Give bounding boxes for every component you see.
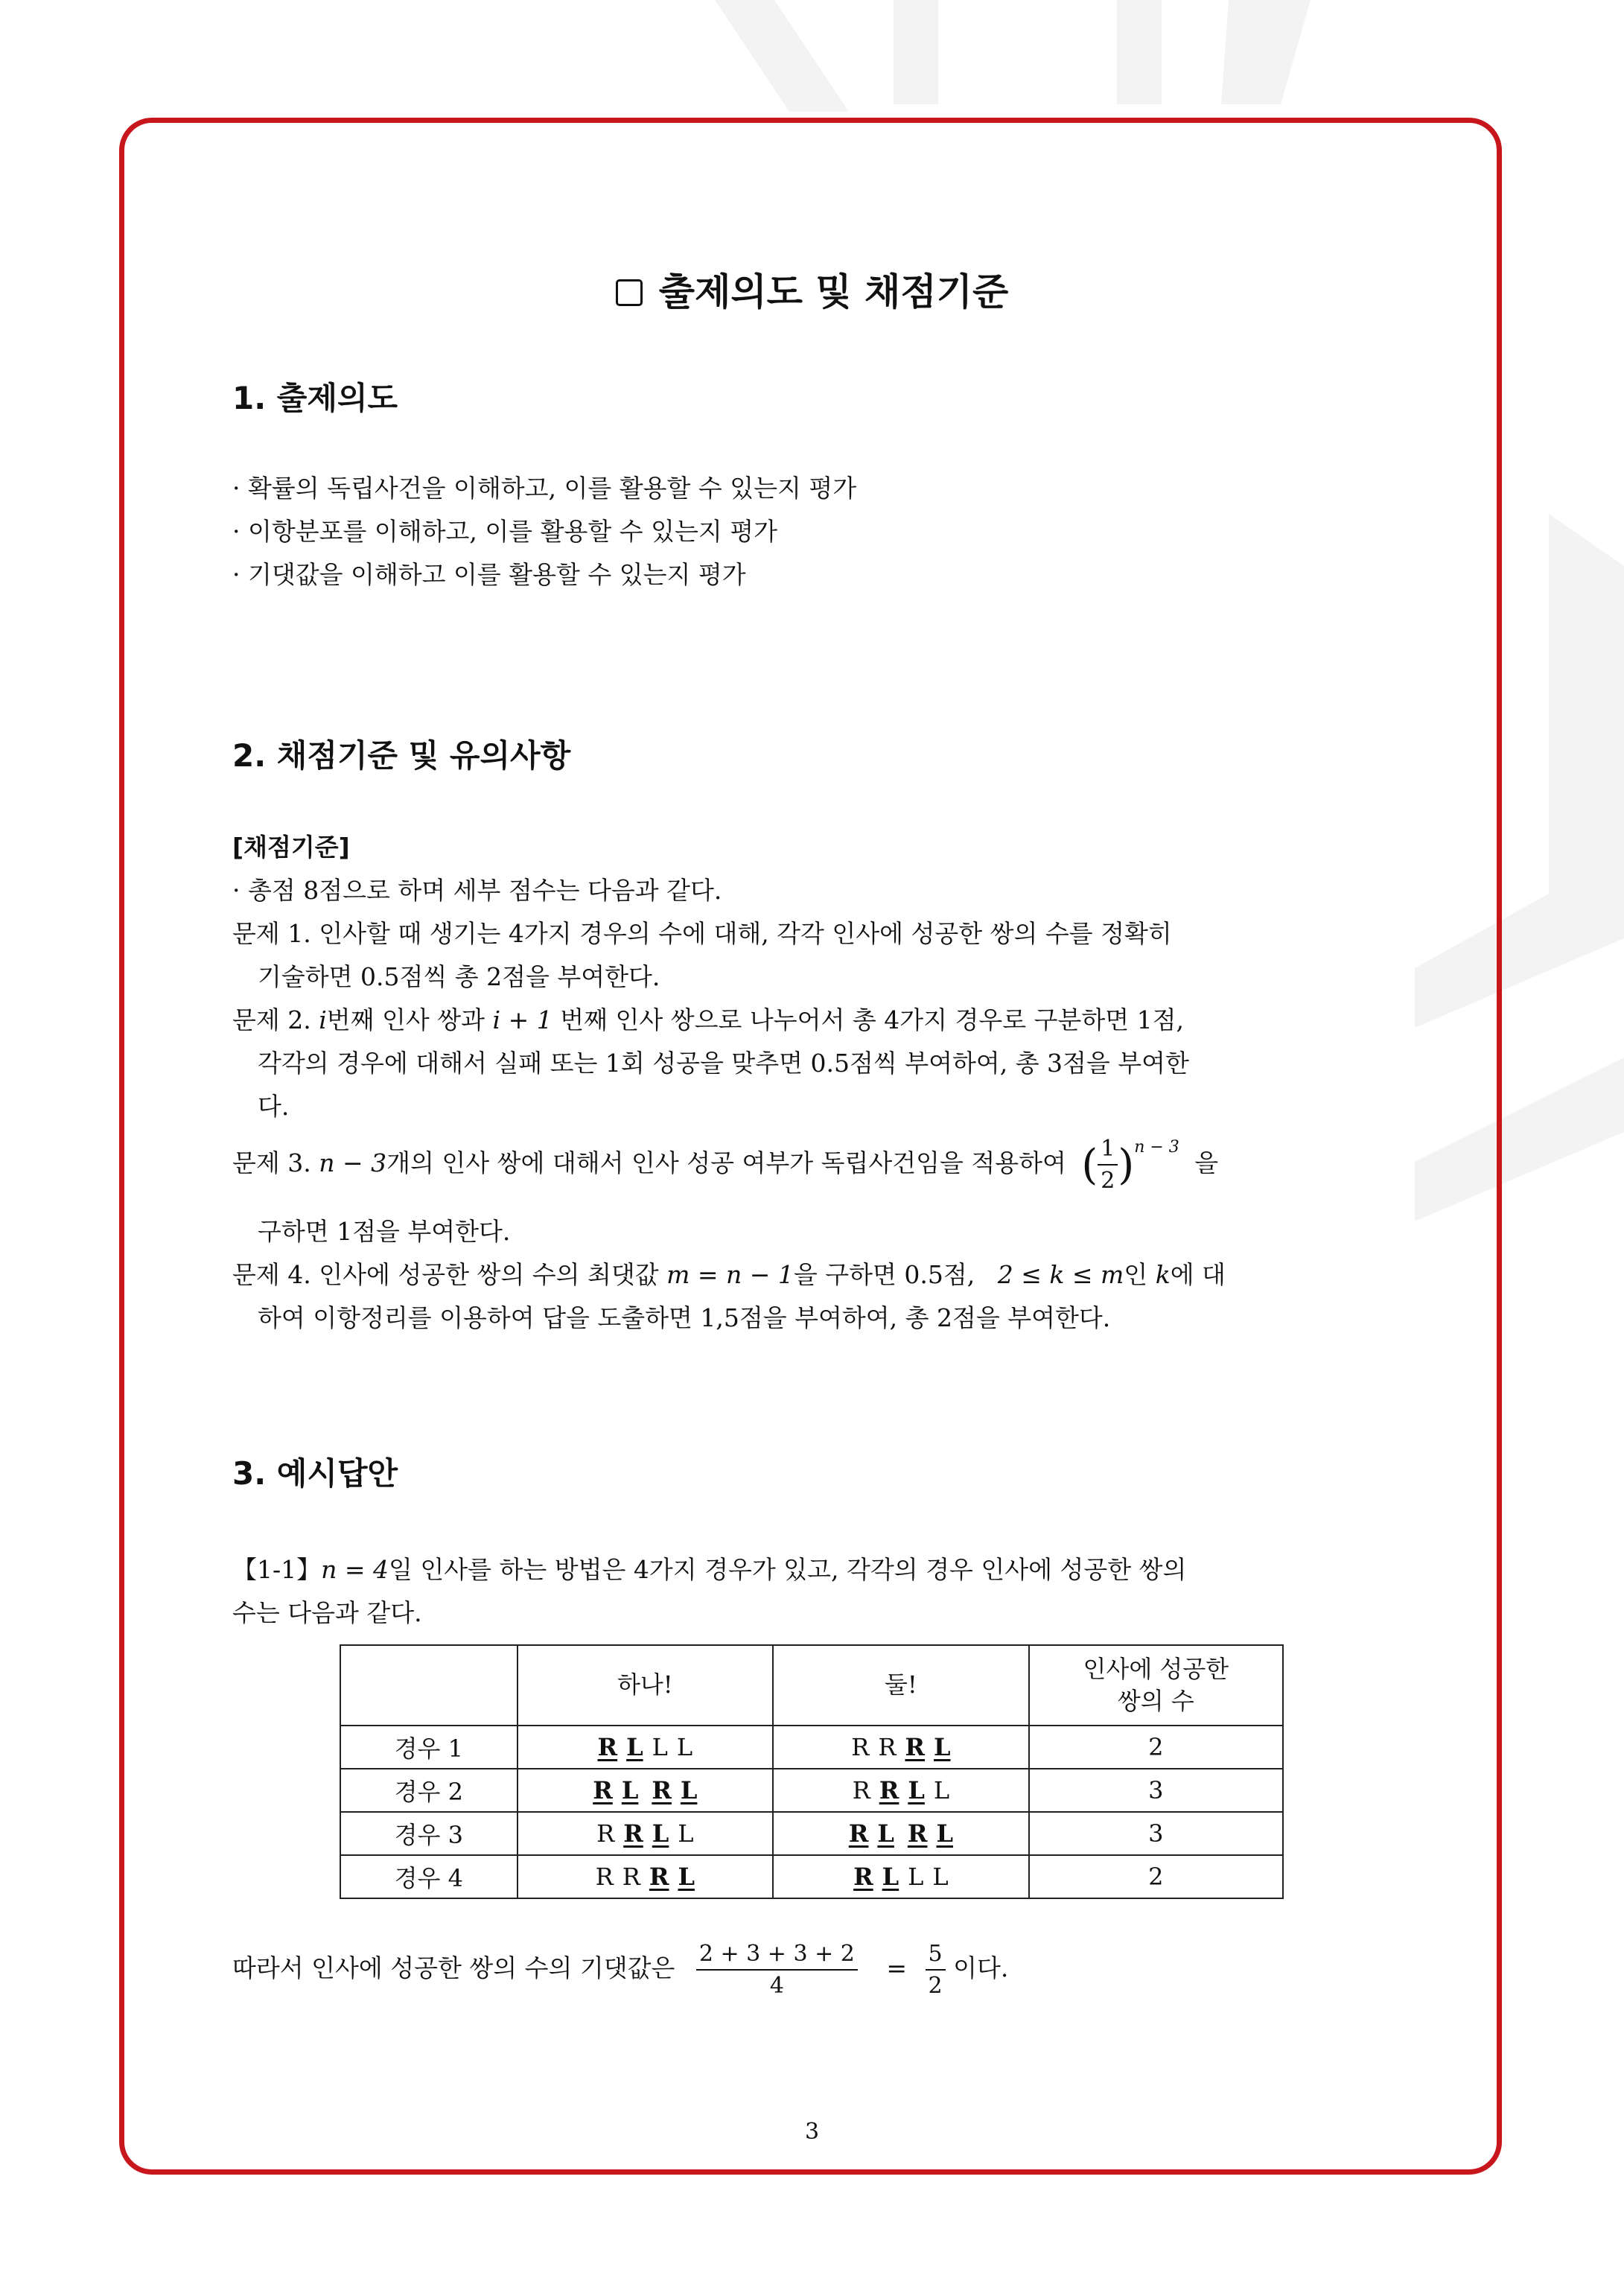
case-two-hands: R R R L: [773, 1726, 1029, 1769]
case-one-hands: R L R L: [518, 1769, 774, 1812]
sum-fraction: $\frac{2 + 3 + 3 + 2}{4}$: [696, 1942, 858, 1998]
section1-bullet: · 기댓값을 이해하고 이를 활용할 수 있는지 평가: [232, 560, 746, 589]
case-label: 경우 3: [340, 1812, 518, 1855]
section1-heading: 1. 출제의도: [232, 380, 398, 416]
case-label: 경우 1: [340, 1726, 518, 1769]
table-header-row: [340, 1645, 1283, 1726]
case-label: 경우 2: [340, 1769, 518, 1812]
table-row: [340, 1855, 1283, 1898]
case-count: 2: [1029, 1855, 1283, 1898]
problem4-line2: 하여 이항정리를 이용하여 답을 도출하면 1,5점을 부여하여, 총 2점을 부여한다.: [258, 1303, 1111, 1332]
expected-value-line: 따라서 인사에 성공한 쌍의 수의 기댓값은 $\frac{2 + 3 + 3 + 2}{4}$ = $\frac{5}{2}$ 이다.: [232, 1941, 1009, 1999]
case-count: 3: [1029, 1769, 1283, 1812]
example-intro-line1: 【1-1】n = 4일 인사를 하는 방법은 4가지 경우가 있고, 각각의 경우 인사에 성공한 쌍의: [232, 1555, 1187, 1584]
case-two-hands: R R L L: [773, 1769, 1029, 1812]
section2-heading: 2. 채점기준 및 유의사항: [232, 737, 571, 774]
problem3-line2: 구하면 1점을 부여한다.: [258, 1217, 511, 1246]
problem4-line1: 문제 4. 인사에 성공한 쌍의 수의 최댓값 m = n − 1을 구하면 0.5점, 2 ≤ k ≤ m인 k에 대: [232, 1260, 1226, 1289]
section3-heading: 3. 예시답안: [232, 1455, 398, 1492]
table-row: [340, 1812, 1283, 1855]
case-label: 경우 4: [340, 1855, 518, 1898]
table-row: [340, 1726, 1283, 1769]
result-fraction: $\frac{5}{2}$: [926, 1942, 946, 1998]
table-header-one: 하나!: [518, 1645, 774, 1726]
checkbox-icon: [616, 279, 643, 306]
table-row: [340, 1769, 1283, 1812]
section1-bullet: · 이항분포를 이해하고, 이를 활용할 수 있는지 평가: [232, 517, 777, 546]
case-one-hands: R R R L: [518, 1855, 774, 1898]
problem2-line2: 각각의 경우에 대해서 실패 또는 1회 성공을 맞추면 0.5점씩 부여하여, 총 3점을 부여한: [258, 1049, 1189, 1078]
case-one-hands: R L L L: [518, 1726, 774, 1769]
page-number: 3: [804, 2119, 820, 2145]
grading-subheading: [채점기준]: [232, 833, 350, 862]
case-two-hands: R L L L: [773, 1855, 1029, 1898]
problem3-line1: 문제 3. n − 3개의 인사 쌍에 대해서 인사 성공 여부가 독립사건임을 적용하여 ( $\frac{1}{2}$ )$^{n - 3}$ 을: [232, 1136, 1219, 1194]
problem1-line2: 기술하면 0.5점씩 총 2점을 부여한다.: [258, 962, 660, 991]
section1-bullet: · 확률의 독립사건을 이해하고, 이를 활용할 수 있는지 평가: [232, 474, 857, 503]
grading-total: · 총점 8점으로 하며 세부 점수는 다음과 같다.: [232, 876, 722, 905]
case-two-hands: R L R L: [773, 1812, 1029, 1855]
table-header-two: 둘!: [773, 1645, 1029, 1726]
greeting-cases-table: [340, 1644, 1284, 1899]
table-header-blank: [340, 1645, 518, 1726]
table-header-count: 인사에 성공한 쌍의 수: [1029, 1645, 1283, 1726]
problem2-line3: 다.: [258, 1092, 290, 1121]
problem1-line1: 문제 1. 인사할 때 생기는 4가지 경우의 수에 대해, 각각 인사에 성공한 쌍의 수를 정확히: [232, 919, 1172, 948]
page-title: 출제의도 및 채점기준: [0, 262, 1624, 316]
example-intro-line2: 수는 다음과 같다.: [232, 1598, 422, 1627]
case-one-hands: R R L L: [518, 1812, 774, 1855]
problem2-line1: 문제 2. i번째 인사 쌍과 i + 1 번째 인사 쌍으로 나누어서 총 4가지 경우로 구분하면 1점,: [232, 1005, 1184, 1034]
half-fraction: $\frac{1}{2}$: [1098, 1136, 1118, 1193]
case-count: 3: [1029, 1812, 1283, 1855]
case-count: 2: [1029, 1726, 1283, 1769]
